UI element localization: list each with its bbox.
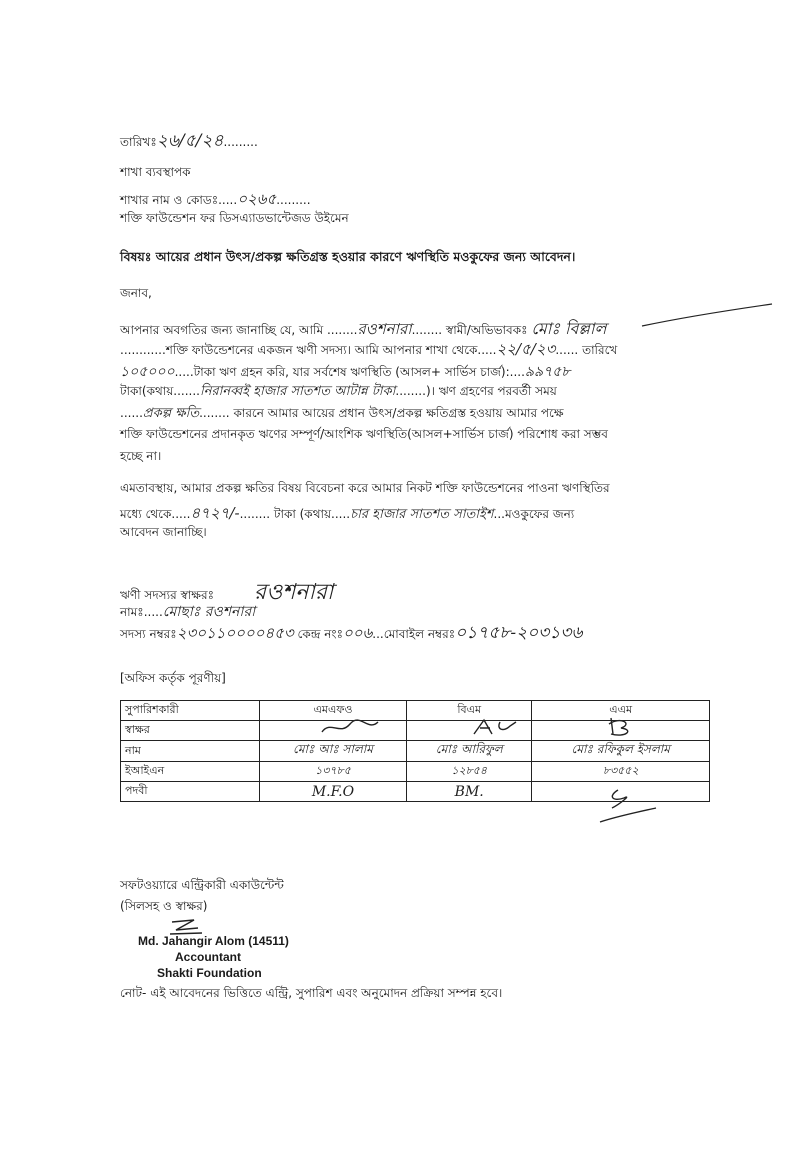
para1-line5: ......প্রকল্প ক্ষতি........ কারনে আমার আয়ের প্রধান উৎস/প্রকল্প ক্ষতিগ্রস্ত হওয়ায় আমার পক্ষে bbox=[120, 406, 564, 421]
accountant-seal-note: (সিলসহ ও স্বাক্ষর) bbox=[120, 899, 208, 913]
member-number-line: সদস্য নম্বরঃ২৩০১১০০০০৪৫৩ কেন্দ্র নংঃ০০৬...মোবাইল নম্বরঃ০১৭৫৮-২০৩১৩৬ bbox=[120, 623, 583, 643]
para2-line3: আবেদন জানাচ্ছি। bbox=[120, 525, 207, 539]
para1-text: কারনে আমার আয়ের প্রধান উৎস/প্রকল্প ক্ষতিগ্রস্ত হওয়ায় আমার পক্ষে bbox=[233, 406, 564, 420]
accountant-title: সফটওয়্যারে এন্ট্রিকারী একাউন্টেন্ট bbox=[120, 878, 284, 892]
member-signature: রওশনারা bbox=[254, 580, 334, 605]
table-row bbox=[121, 762, 710, 782]
stamp-org: Shakti Foundation bbox=[157, 966, 262, 980]
am-signature-icon bbox=[605, 716, 645, 738]
salutation: জনাব, bbox=[120, 286, 152, 300]
table-cell: ১৩৭৮৫ bbox=[260, 762, 407, 782]
member-name-value: মোছাঃ রওশনারা bbox=[162, 604, 256, 620]
para2-text: টাকা (কথায় bbox=[273, 507, 332, 521]
branch-code: ০২৬৫ bbox=[237, 190, 277, 208]
para2-text: মধ্যে থেকে bbox=[120, 507, 172, 521]
stamp-title: Accountant bbox=[175, 950, 241, 964]
table-cell: মোঃ আরিফুল bbox=[406, 741, 532, 762]
para1-text: )। ঋণ গ্রহণের পরবর্তী সময় bbox=[425, 384, 557, 398]
para1-line7: হচ্ছে না। bbox=[120, 449, 162, 463]
center-value: ০০৬ bbox=[343, 624, 373, 642]
member-sig-label: ঋণী সদস্যর স্বাক্ষরঃ bbox=[120, 588, 214, 602]
mfo-signature-icon bbox=[320, 718, 380, 738]
table-cell: ৮৩৫৫২ bbox=[532, 762, 710, 782]
subject-line: বিষয়ঃ আয়ের প্রধান উৎস/প্রকল্প ক্ষতিগ্রস্ত হওয়ার কারণে ঋণস্থিতি মওকুফের জন্য আবেদন। bbox=[120, 249, 576, 264]
para1-line4: টাকা(কথায়.......নিরানব্বই হাজার সাতশত আটান্ন টাকা........)। ঋণ গ্রহণের পরবর্তী সময় bbox=[120, 384, 557, 399]
row-label: পদবী bbox=[121, 782, 260, 802]
guardian-name-field: মোঃ বিল্লাল bbox=[531, 319, 607, 338]
bm-signature-icon bbox=[470, 718, 520, 738]
accountant-signature-icon bbox=[168, 916, 208, 936]
waiver-words-field: চার হাজার সাতশত সাতাইশ bbox=[350, 507, 494, 522]
para1-text: টাকা ঋণ গ্রহন করি, যার সর্বশেষ ঋণস্থিতি (আসল+ সার্ভিস চার্জ): bbox=[193, 365, 510, 379]
table-cell: BM. bbox=[406, 782, 532, 802]
addressee-title: শাখা ব্যবস্থাপক bbox=[120, 165, 191, 179]
row-label: নাম bbox=[121, 741, 260, 762]
para1-line2: ............শক্তি ফাউন্ডেশনের একজন ঋণী সদস্য। আমি আপনার শাখা থেকে.....২২/৫/২৩...... তারিখে bbox=[120, 340, 618, 358]
member-no-value: ২৩০১১০০০০৪৫৩ bbox=[176, 624, 294, 642]
member-no-label: সদস্য নম্বরঃ bbox=[120, 627, 177, 641]
para1-line1: আপনার অবগতির জন্য জানাচ্ছি যে, আমি ........রওশনারা........ স্বামী/অভিভাবকঃ মোঃ বিল্লাল bbox=[120, 319, 607, 338]
loan-date-field: ২২/৫/২৩ bbox=[496, 340, 556, 358]
mobile-value: ০১৭৫৮-২০৩১৩৬ bbox=[455, 623, 583, 643]
member-name-label: নামঃ bbox=[120, 605, 144, 619]
table-cell: মোঃ রফিকুল ইসলাম bbox=[532, 741, 710, 762]
cause-field: প্রকল্প ক্ষতি bbox=[142, 406, 200, 421]
stamp-name: Md. Jahangir Alom (14511) bbox=[138, 934, 289, 948]
member-name-field: রওশনারা bbox=[357, 320, 412, 338]
row-label: স্বাক্ষর bbox=[121, 721, 260, 741]
org-name: শক্তি ফাউন্ডেশন ফর ডিসএ্যাডভান্টেজড উইমেন bbox=[120, 211, 349, 225]
para1-text: আপনার অবগতির জন্য জানাচ্ছি যে, আমি bbox=[120, 323, 324, 337]
row-label: ইআইএন bbox=[121, 762, 260, 782]
table-row bbox=[121, 741, 710, 762]
center-label: কেন্দ্র নংঃ bbox=[297, 627, 343, 641]
waiver-amount-field: ৪৭২৭/- bbox=[190, 504, 240, 522]
am-designation-signature-icon bbox=[598, 786, 658, 826]
para2-text: মওকুফের জন্য bbox=[504, 507, 575, 521]
footnote: নোট- এই আবেদনের ভিত্তিতে এন্ট্রি, সুপারিশ এবং অনুমোদন প্রক্রিয়া সম্পন্ন হবে। bbox=[120, 986, 503, 1000]
branch-label: শাখার নাম ও কোডঃ bbox=[120, 193, 219, 207]
date-label: তারিখঃ bbox=[120, 135, 157, 149]
para2-line2: মধ্যে থেকে.....৪৭২৭/-........ টাকা (কথায়.....চার হাজার সাতশত সাতাইশ...মওকুফের জন্য bbox=[120, 504, 575, 522]
guardian-underline-icon bbox=[640, 300, 775, 330]
mobile-label: মোবাইল নম্বরঃ bbox=[383, 627, 456, 641]
branch-line: শাখার নাম ও কোডঃ.....০২৬৫......... bbox=[120, 190, 311, 208]
table-header-cell: সুপারিশকারী bbox=[121, 701, 260, 721]
para1-line6: শক্তি ফাউন্ডেশনের প্রদানকৃত ঋণের সম্পূর্ণ/আংশিক ঋণস্থিতি(আসল+সার্ভিস চার্জ) পরিশোধ করা সম্ভব bbox=[120, 427, 608, 441]
para2-line1: এমতাবস্থায়, আমার প্রকল্প ক্ষতির বিষয় বিবেচনা করে আমার নিকট শক্তি ফাউন্ডেশনের পাওনা ঋণস্থিতির bbox=[120, 481, 610, 495]
date-value: ২৬/৫/২৪ bbox=[156, 131, 224, 151]
loan-amount-field: ১০৫০০০ bbox=[120, 364, 175, 380]
para1-text: তারিখে bbox=[582, 343, 618, 357]
table-cell: মোঃ আঃ সালাম bbox=[260, 741, 407, 762]
guardian-label: স্বামী/অভিভাবকঃ bbox=[445, 323, 528, 337]
para1-line3: ১০৫০০০.....টাকা ঋণ গ্রহন করি, যার সর্বশেষ ঋণস্থিতি (আসল+ সার্ভিস চার্জ):....৯৯৭৫৮ bbox=[120, 364, 571, 380]
member-name-line: নামঃ.....মোছাঃ রওশনারা bbox=[120, 604, 256, 620]
table-header-cell: এমএফও bbox=[260, 701, 407, 721]
table-cell: ১২৮৫৪ bbox=[406, 762, 532, 782]
table-cell: M.F.O bbox=[260, 782, 407, 802]
table-header-cell: বিএম bbox=[406, 701, 532, 721]
para1-text: টাকা(কথায় bbox=[120, 384, 174, 398]
table-header-cell: এএম bbox=[532, 701, 710, 721]
para1-text: শক্তি ফাউন্ডেশনের একজন ঋণী সদস্য। আমি আপনার শাখা থেকে bbox=[165, 343, 478, 357]
balance-field: ৯৯৭৫৮ bbox=[524, 364, 571, 380]
office-note: [অফিস কর্তৃক পূরণীয়] bbox=[120, 671, 226, 685]
balance-words-field: নিরানব্বই হাজার সাতশত আটান্ন টাকা bbox=[200, 384, 396, 399]
date-line: তারিখঃ২৬/৫/২৪......... bbox=[120, 131, 258, 151]
